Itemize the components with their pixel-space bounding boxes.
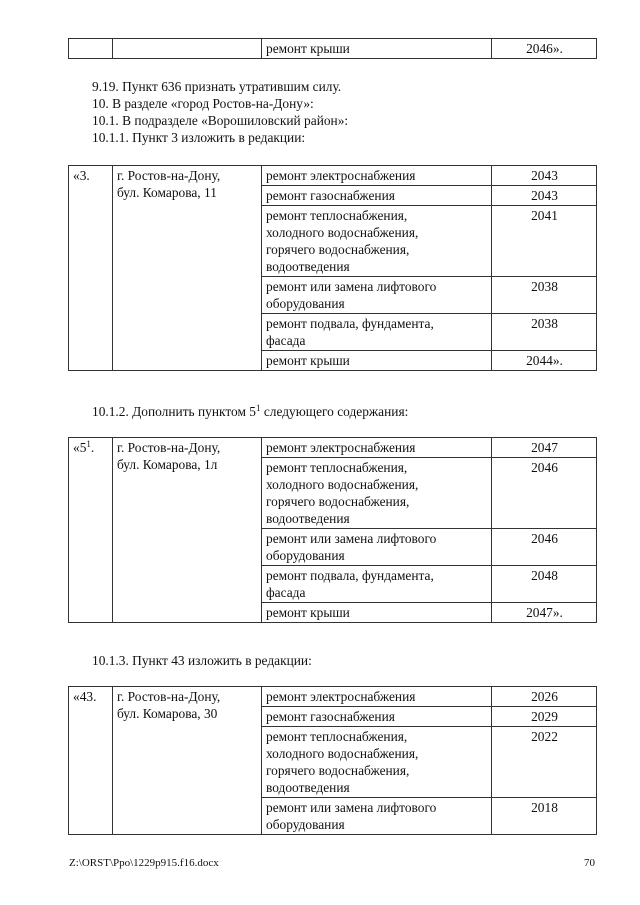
work-cell: ремонт крыши [262,39,492,59]
work-cell: ремонт крыши [262,603,492,623]
year-cell: 2044». [492,351,597,371]
item-number: «3. [69,166,113,371]
table-row [69,687,597,707]
top-continuation-table [68,38,597,59]
address-cell: г. Ростов-на-Дону, бул. Комарова, 1л [113,438,262,623]
year-cell: 2047 [492,438,597,458]
year-cell: 2046». [492,39,597,59]
table-item-3 [68,165,597,371]
paragraph-10-1-3: 10.1.3. Пункт 43 изложить в редакции: [92,653,312,668]
footer-file-path: Z:\ORST\Ppo\1229p915.f16.docx [69,857,219,869]
year-cell: 2043 [492,166,597,186]
work-cell: ремонт теплоснабжения, холодного водоснабжения, горячего водоснабжения, водоотведения [262,458,492,529]
work-cell: ремонт электроснабжения [262,438,492,458]
addr-cell [113,39,262,59]
item-number: «43. [69,687,113,835]
footer-page-number: 70 [584,857,595,869]
table-item-5-1 [68,437,597,623]
year-cell: 2038 [492,277,597,314]
year-cell: 2026 [492,687,597,707]
year-cell: 2029 [492,707,597,727]
year-cell: 2048 [492,566,597,603]
paragraph-10-1-1: 10.1.1. Пункт 3 изложить в редакции: [92,130,306,145]
table-item-43 [68,686,597,835]
paragraph-9-19: 9.19. Пункт 636 признать утратившим силу. [92,79,342,94]
work-cell: ремонт или замена лифтового оборудования [262,277,492,314]
work-cell: ремонт подвала, фундамента, фасада [262,314,492,351]
address-cell: г. Ростов-на-Дону, бул. Комарова, 11 [113,166,262,371]
work-cell: ремонт подвала, фундамента, фасада [262,566,492,603]
year-cell: 2038 [492,314,597,351]
num-cell [69,39,113,59]
year-cell: 2046 [492,458,597,529]
paragraph-10-1-2: 10.1.2. Дополнить пунктом $5^1$ следующего содержания: [92,403,409,419]
address-cell: г. Ростов-на-Дону, бул. Комарова, 30 [113,687,262,835]
year-cell: 2041 [492,206,597,277]
work-cell: ремонт теплоснабжения, холодного водоснабжения, горячего водоснабжения, водоотведения [262,206,492,277]
work-cell: ремонт или замена лифтового оборудования [262,798,492,835]
work-cell: ремонт теплоснабжения, холодного водоснабжения, горячего водоснабжения, водоотведения [262,727,492,798]
paragraph-10-1: 10.1. В подразделе «Ворошиловский район»: [92,113,349,128]
paragraph-10: 10. В разделе «город Ростов-на-Дону»: [92,96,314,111]
table-row [69,166,597,186]
year-cell: 2046 [492,529,597,566]
year-cell: 2043 [492,186,597,206]
work-cell: ремонт газоснабжения [262,707,492,727]
work-cell: ремонт или замена лифтового оборудования [262,529,492,566]
year-cell: 2022 [492,727,597,798]
year-cell: 2018 [492,798,597,835]
work-cell: ремонт газоснабжения [262,186,492,206]
work-cell: ремонт крыши [262,351,492,371]
work-cell: ремонт электроснабжения [262,687,492,707]
table-row [69,39,597,59]
year-cell: 2047». [492,603,597,623]
table-row [69,438,597,458]
item-number: «$5^1$. [69,438,113,623]
work-cell: ремонт электроснабжения [262,166,492,186]
